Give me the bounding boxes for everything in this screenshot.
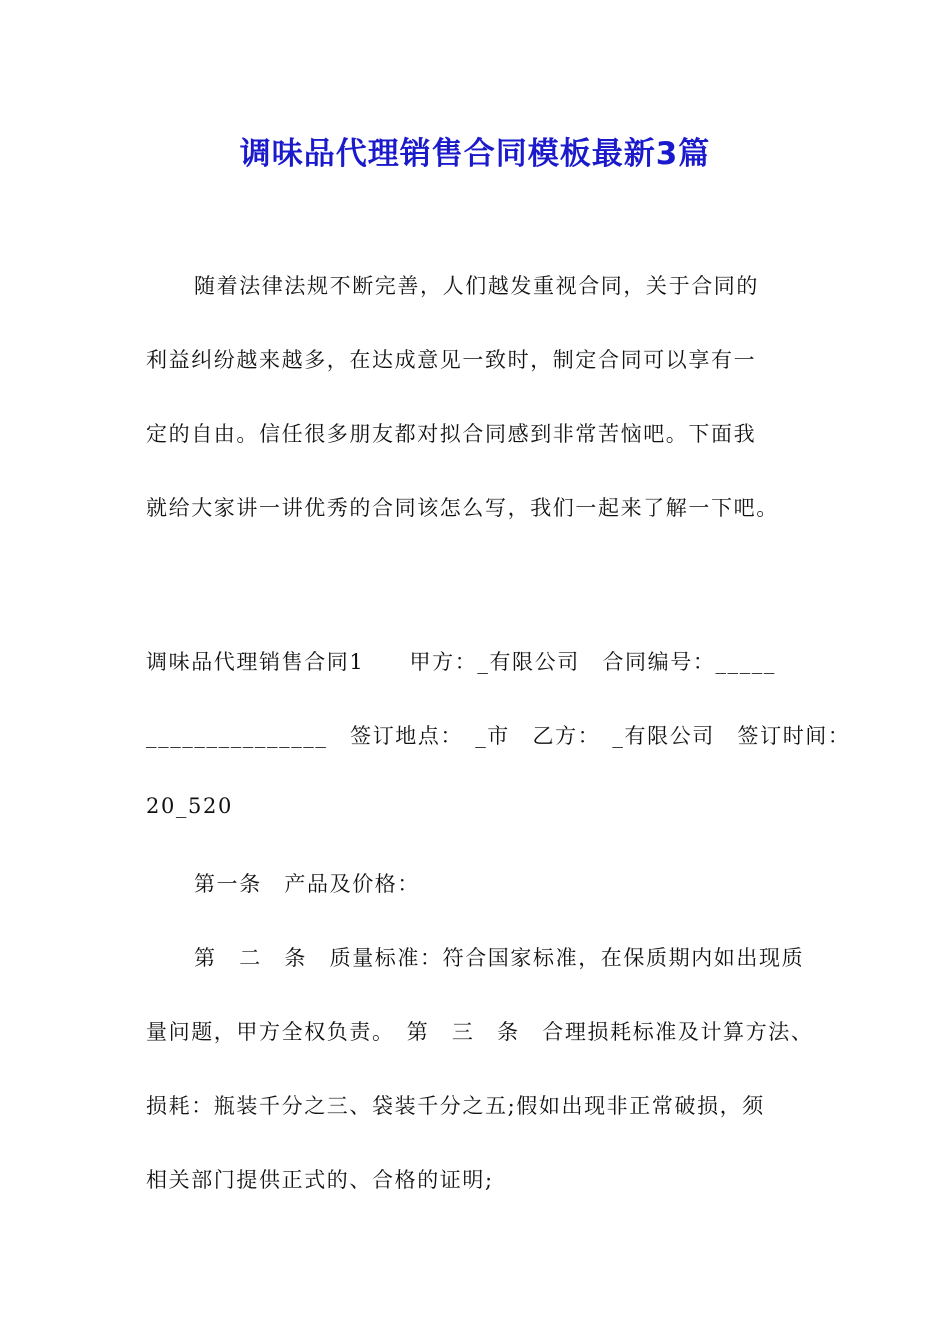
contract-date-line: 20_520 (146, 794, 233, 818)
paragraph-line-1: 随着法律法规不断完善，人们越发重视合同，关于合同的 (194, 274, 759, 298)
paragraph-line-2: 利益纠纷越来越多，在达成意见一致时，制定合同可以享有一 (146, 348, 757, 372)
paragraph-line-4: 就给大家讲一讲优秀的合同该怎么写，我们一起来了解一下吧。 (146, 496, 779, 520)
article-3-line-1: 损耗：瓶装千分之三、袋装千分之五;假如出现非正常破损，须 (146, 1094, 765, 1118)
document-title: 调味品代理销售合同模板最新3篇 (239, 136, 711, 172)
paragraph-line-3: 定的自由。信任很多朋友都对拟合同感到非常苦恼吧。下面我 (146, 422, 757, 446)
article-2-line-2: 量问题，甲方全权负责。 第 三 条 合理损耗标准及计算方法、 (146, 1020, 814, 1044)
article-2-line-1: 第 二 条 质量标准：符合国家标准，在保质期内如出现质 (194, 946, 805, 970)
article-1-line: 第一条 产品及价格： (194, 872, 420, 896)
contract-header-line-2: _______________ 签订地点： _市 乙方： _有限公司 签订时间： (146, 724, 851, 748)
contract-header-line-1: 调味品代理销售合同1 甲方：_有限公司 合同编号：_____ (146, 650, 776, 674)
article-3-line-2: 相关部门提供正式的、合格的证明; (146, 1168, 494, 1192)
